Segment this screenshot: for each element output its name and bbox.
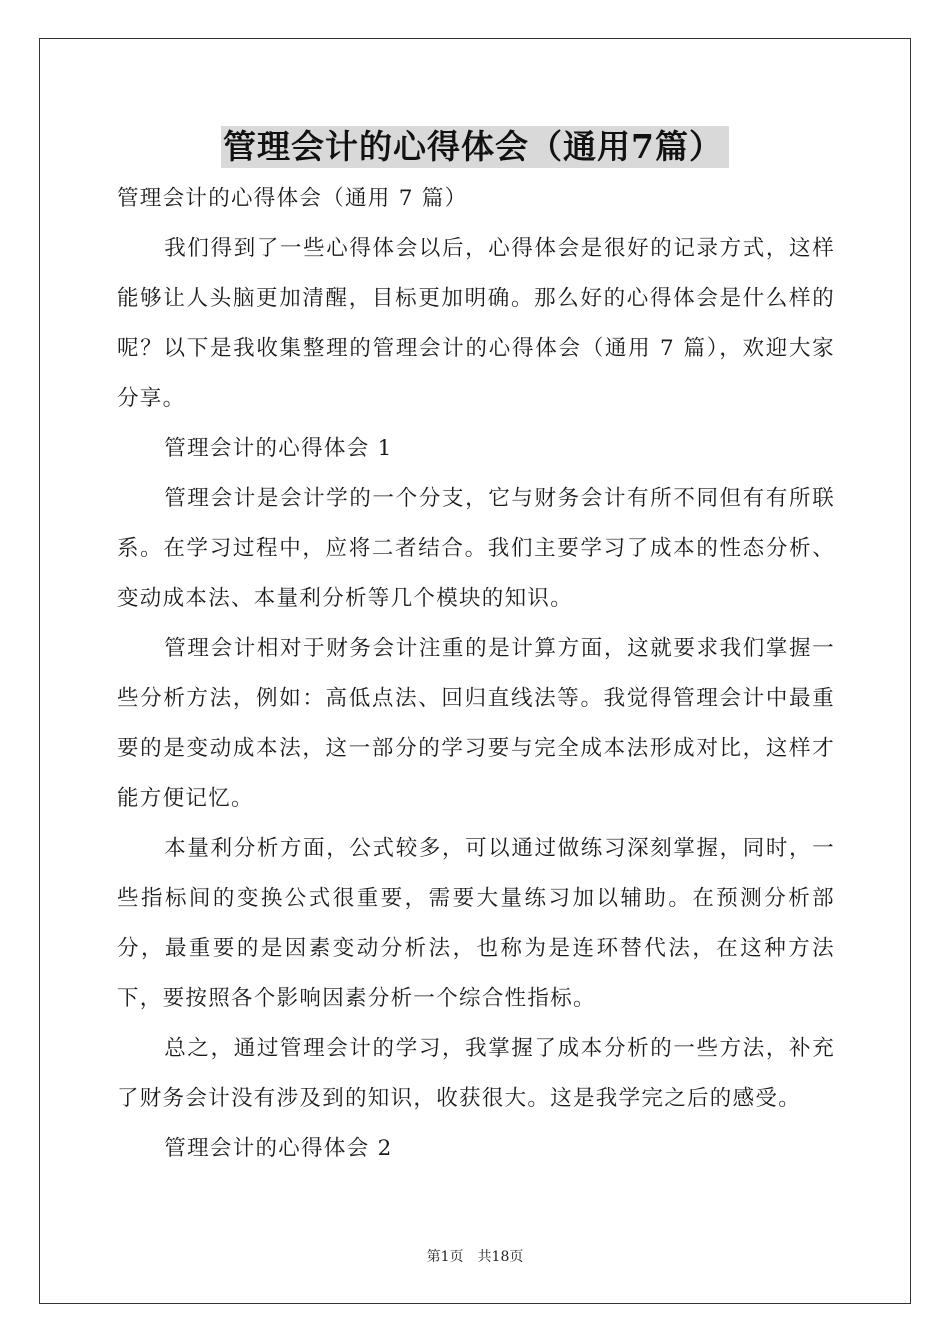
page-total: 共18页 xyxy=(477,1249,524,1265)
page-footer xyxy=(0,1246,950,1266)
body-paragraph: 管理会计是会计学的一个分支，它与财务会计有所不同但有有所联系。在学习过程中，应将二者结合。我们主要学习了成本的性态分析、变动成本法、本量利分析等几个模块的知识。 xyxy=(117,486,835,611)
title-container xyxy=(0,126,950,168)
section-heading-1: 管理会计的心得体会 1 xyxy=(164,436,393,461)
page-number: 第1页 xyxy=(426,1249,464,1265)
document-body xyxy=(117,178,835,1174)
body-paragraph: 管理会计相对于财务会计注重的是计算方面，这就要求我们掌握一些分析方法，例如：高低点法、回归直线法等。我觉得管理会计中最重要的是变动成本法，这一部分的学习要与完全成本法形成对比，这样才能方便记忆。 xyxy=(117,636,835,811)
body-paragraph: 总之，通过管理会计的学习，我掌握了成本分析的一些方法，补充了财务会计没有涉及到的知识，收获很大。这是我学完之后的感受。 xyxy=(117,1036,835,1111)
body-paragraph: 本量利分析方面，公式较多，可以通过做练习深刻掌握，同时，一些指标间的变换公式很重要，需要大量练习加以辅助。在预测分析部分，最重要的是因素变动分析法，也称为是连环替代法，在这种方法下，要按照各个影响因素分析一个综合性指标。 xyxy=(117,836,835,1011)
document-subtitle: 管理会计的心得体会（通用 7 篇） xyxy=(117,186,468,211)
intro-paragraph: 我们得到了一些心得体会以后，心得体会是很好的记录方式，这样能够让人头脑更加清醒，目标更加明确。那么好的心得体会是什么样的呢？以下是我收集整理的管理会计的心得体会（通用 7 篇），欢迎大家分享。 xyxy=(117,236,835,411)
section-heading-2: 管理会计的心得体会 2 xyxy=(164,1136,393,1161)
document-title: 管理会计的心得体会（通用7篇） xyxy=(221,126,729,168)
